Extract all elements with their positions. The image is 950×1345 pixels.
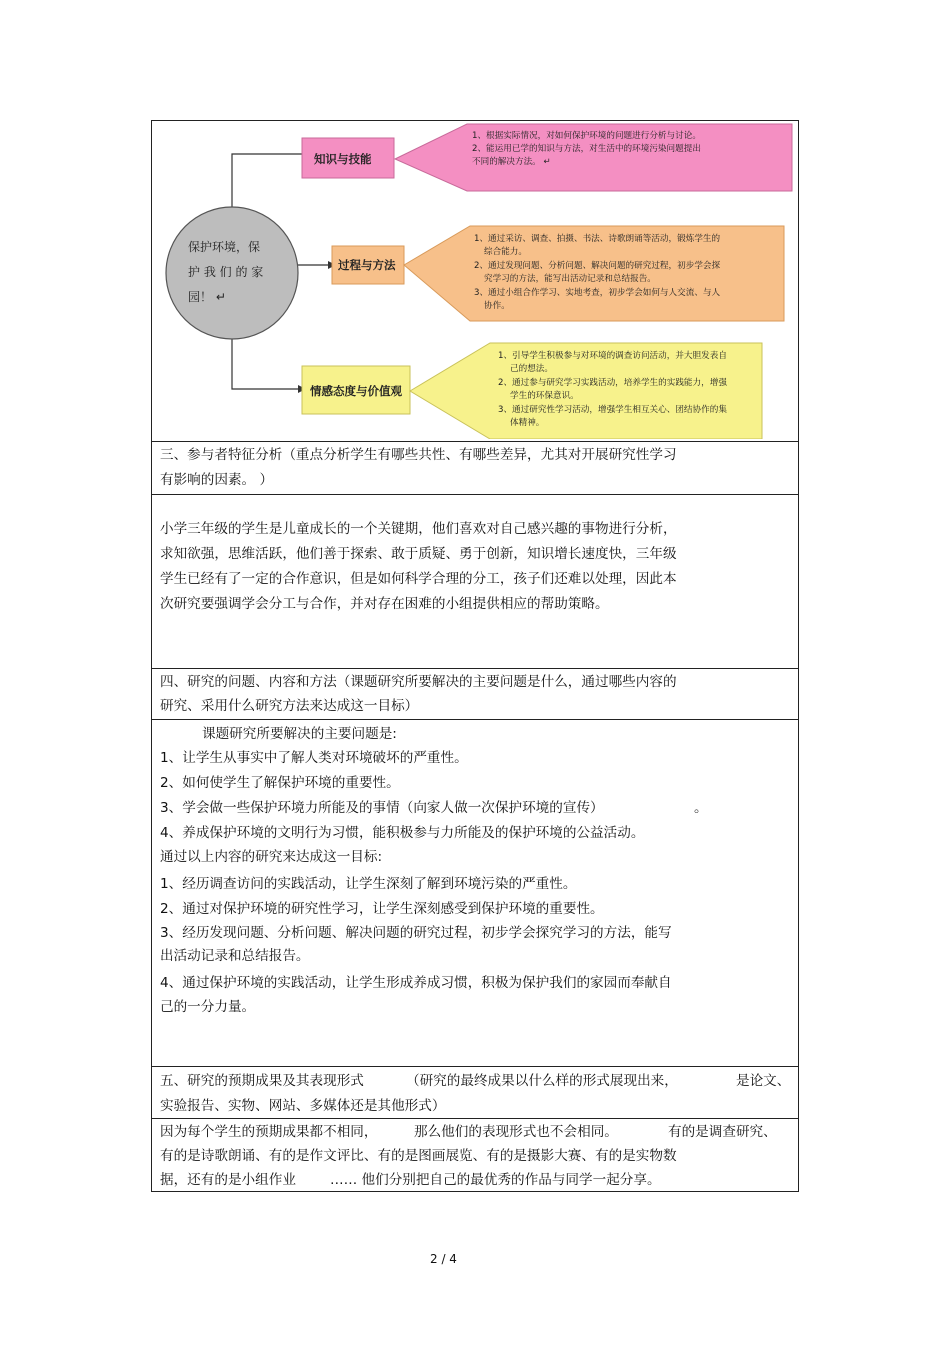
knowledge-line-3: 不同的解决方法。 ↵ bbox=[472, 157, 551, 167]
center-text-3: 园！ ↵ bbox=[188, 290, 226, 304]
knowledge-line-1: 1、根据实际情况，对如何保护环境的问题进行分析与讨论。 bbox=[472, 131, 701, 141]
process-line-4: 究学习的方法，能写出活动记录和总结报告。 bbox=[484, 274, 656, 284]
knowledge-label: 知识与技能 bbox=[314, 152, 372, 166]
section3-heading-line-2: 有影响的因素。 ） bbox=[160, 472, 274, 488]
section4-line-1: 课题研究所要解决的主要问题是: bbox=[202, 726, 397, 742]
section4-line-5: 4、养成保护环境的文明行为习惯，能积极参与力所能及的保护环境的公益活动。 bbox=[160, 825, 645, 841]
section4-heading-row bbox=[152, 668, 798, 719]
section5-body-row bbox=[152, 1118, 798, 1192]
section5-body-1c: 有的是调查研究、 bbox=[668, 1124, 777, 1140]
section4-heading-line-2: 研究、采用什么研究方法来达成这一目标） bbox=[160, 698, 419, 714]
section4-heading-line-1: 四、研究的问题、内容和方法（课题研究所要解决的主要问题是什么，通过哪些内容的 bbox=[160, 674, 677, 690]
section5-body-1a: 因为每个学生的预期成果都不相同， bbox=[160, 1124, 378, 1140]
process-line-5: 3、通过小组合作学习、实地考查，初步学会如何与人交流、与人 bbox=[474, 288, 721, 298]
section3-heading-row bbox=[152, 441, 798, 494]
section4-line-9: 3、经历发现问题、分析问题、解决问题的研究过程，初步学会探究学习的方法，能写 bbox=[160, 925, 672, 941]
objectives-diagram bbox=[152, 121, 798, 439]
section3-body-line-1: 小学三年级的学生是儿童成长的一个关键期，他们喜欢对自己感兴趣的事物进行分析， bbox=[160, 521, 677, 537]
section5-body-1b: 那么他们的表现形式也不会相同。 bbox=[414, 1124, 618, 1140]
process-line-2: 综合能力。 bbox=[484, 247, 527, 257]
process-line-3: 2、通过发现问题、分析问题、解决问题的研究过程，初步学会探 bbox=[474, 261, 721, 271]
section5-heading-c: 是论文、 bbox=[736, 1073, 791, 1089]
attitude-line-1: 1、引导学生积极参与对环境的调查访问活动，并大胆发表自 bbox=[498, 351, 727, 361]
section4-line-11: 4、通过保护环境的实践活动，让学生形成养成习惯，积极为保护我们的家园而奉献自 bbox=[160, 975, 672, 991]
attitude-line-2: 己的想法。 bbox=[510, 364, 553, 374]
section3-body-line-4: 次研究要强调学会分工与合作，并对存在困难的小组提供相应的帮助策略。 bbox=[160, 596, 609, 612]
center-text-2: 护 我 们 的 家 bbox=[188, 265, 264, 279]
center-text-1: 保护环境，保 bbox=[188, 240, 261, 254]
page-number: 2 / 4 bbox=[430, 1252, 457, 1266]
section3-body-row bbox=[152, 494, 798, 668]
section4-line-2: 1、让学生从事实中了解人类对环境破坏的严重性。 bbox=[160, 750, 468, 766]
section5-body-line-2: 有的是诗歌朗诵、有的是作文评比、有的是图画展览、有的是摄影大赛、有的是实物数 bbox=[160, 1148, 677, 1164]
attitude-line-5: 3、通过研究性学习活动，增强学生相互关心、团结协作的集 bbox=[498, 405, 727, 415]
section3-body-line-3: 学生已经有了一定的合作意识，但是如何科学合理的分工，孩子们还难以处理，因此本 bbox=[160, 571, 677, 587]
section4-line-8: 2、通过对保护环境的研究性学习，让学生深刻感受到保护环境的重要性。 bbox=[160, 901, 604, 917]
section3-heading-line-1: 三、参与者特征分析（重点分析学生有哪些共性、有哪些差异，尤其对开展研究性学习 bbox=[160, 447, 677, 463]
section4-line-6: 通过以上内容的研究来达成这一目标: bbox=[160, 849, 383, 865]
section4-body-row bbox=[152, 719, 798, 1066]
section5-body-3a: 据，还有的是小组作业 bbox=[160, 1172, 296, 1188]
attitude-label: 情感态度与价值观 bbox=[310, 384, 402, 398]
attitude-line-3: 2、通过参与研究学习实践活动，培养学生的实践能力，增强 bbox=[498, 378, 727, 388]
section4-line-3: 2、如何使学生了解保护环境的重要性。 bbox=[160, 775, 400, 791]
section4-line-10: 出活动记录和总结报告。 bbox=[160, 948, 310, 964]
plan-table bbox=[151, 120, 799, 1192]
section4-line-7: 1、经历调查访问的实践活动，让学生深刻了解到环境污染的严重性。 bbox=[160, 876, 577, 892]
knowledge-line-2: 2、能运用已学的知识与方法，对生活中的环境污染问题提出 bbox=[472, 144, 701, 154]
section5-heading-row bbox=[152, 1066, 798, 1118]
section5-heading-b: （研究的最终成果以什么样的形式展现出来， bbox=[406, 1073, 678, 1089]
section5-body-3b: …… 他们分别把自己的最优秀的作品与同学一起分享。 bbox=[330, 1172, 661, 1188]
section4-line-4: 3、学会做一些保护环境力所能及的事情（向家人做一次保护环境的宣传） bbox=[160, 800, 604, 816]
section5-heading-line-2: 实验报告、实物、网站、多媒体还是其他形式） bbox=[160, 1098, 446, 1114]
attitude-line-6: 体精神。 bbox=[510, 418, 545, 428]
section3-body-line-2: 求知欲强，思维活跃，他们善于探索、敢于质疑、勇于创新，知识增长速度快，三年级 bbox=[160, 546, 677, 562]
section5-heading-a: 五、研究的预期成果及其表现形式 bbox=[160, 1073, 364, 1089]
section4-line-4-period: 。 bbox=[694, 800, 708, 816]
process-line-1: 1、通过采访、调查、拍摄、书法、诗歌朗诵等活动，锻炼学生的 bbox=[474, 234, 721, 244]
process-line-6: 协作。 bbox=[484, 301, 510, 311]
attitude-line-4: 学生的环保意识。 bbox=[510, 391, 579, 401]
process-label: 过程与方法 bbox=[338, 258, 396, 272]
section4-line-12: 己的一分力量。 bbox=[160, 999, 256, 1015]
